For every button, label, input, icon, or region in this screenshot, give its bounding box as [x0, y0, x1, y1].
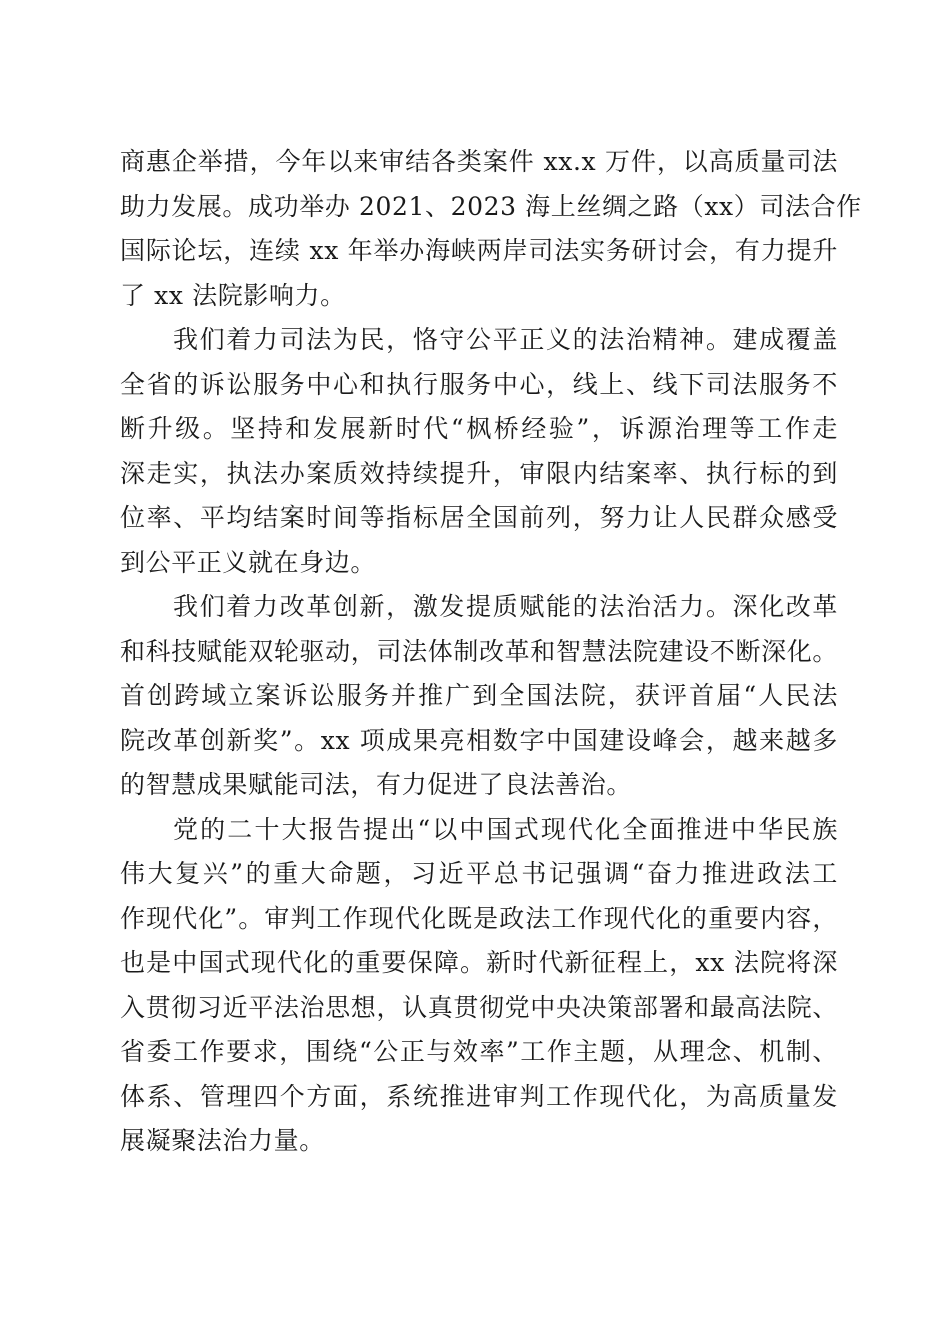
paragraph-line: 首创跨域立案诉讼服务并推广到全国法院，获评首届“人民法: [120, 681, 838, 710]
paragraph-line: 党的二十大报告提出“以中国式现代化全面推进中华民族: [173, 814, 838, 844]
paragraph-line: 省委工作要求，围绕“公正与效率”工作主题，从理念、机制、: [120, 1037, 838, 1066]
paragraph-line: 断升级。坚持和发展新时代“枫桥经验”，诉源治理等工作走: [120, 414, 838, 443]
paragraph-line: 我们着力改革创新，激发提质赋能的法治活力。深化改革: [173, 592, 838, 621]
paragraph-line: 了 xx 法院影响力。: [120, 280, 346, 310]
paragraph-1: [120, 140, 862, 318]
paragraph-line: 和科技赋能双轮驱动，司法体制改革和智慧法院建设不断深化。: [120, 636, 838, 666]
paragraph-line: 到公平正义就在身边。: [120, 547, 377, 577]
paragraph-3: [120, 585, 838, 808]
paragraph-line: 入贯彻习近平法治思想，认真贯彻党中央决策部署和最高法院、: [120, 992, 838, 1022]
paragraph-4: [120, 808, 838, 1164]
document-body: [120, 140, 862, 1164]
paragraph-line: 也是中国式现代化的重要保障。新时代新征程上，xx 法院将深: [120, 948, 838, 977]
paragraph-line: 深走实，执法办案质效持续提升，审限内结案率、执行标的到: [120, 458, 838, 488]
paragraph-line: 作现代化”。审判工作现代化既是政法工作现代化的重要内容，: [120, 903, 838, 933]
paragraph-line: 院改革创新奖”。xx 项成果亮相数字中国建设峰会，越来越多: [120, 725, 838, 755]
paragraph-line: 商惠企举措，今年以来审结各类案件 xx.x 万件，以高质量司法: [120, 147, 838, 176]
paragraph-line: 伟大复兴”的重大命题，习近平总书记强调“奋力推进政法工: [120, 859, 838, 888]
paragraph-line: 国际论坛，连续 xx 年举办海峡两岸司法实务研讨会，有力提升: [120, 236, 838, 265]
paragraph-line: 全省的诉讼服务中心和执行服务中心，线上、线下司法服务不: [120, 369, 838, 399]
paragraph-line: 体系、管理四个方面，系统推进审判工作现代化，为高质量发: [120, 1081, 838, 1111]
paragraph-line: 我们着力司法为民，恪守公平正义的法治精神。建成覆盖: [173, 325, 838, 354]
paragraph-line: 展凝聚法治力量。: [120, 1126, 325, 1155]
paragraph-line: 的智慧成果赋能司法，有力促进了良法善治。: [120, 770, 633, 799]
paragraph-2: [120, 318, 838, 585]
paragraph-line: 位率、平均结案时间等指标居全国前列，努力让人民群众感受: [120, 503, 838, 532]
paragraph-line: 助力发展。成功举办 2021、2023 海上丝绸之路（xx）司法合作: [120, 191, 862, 221]
